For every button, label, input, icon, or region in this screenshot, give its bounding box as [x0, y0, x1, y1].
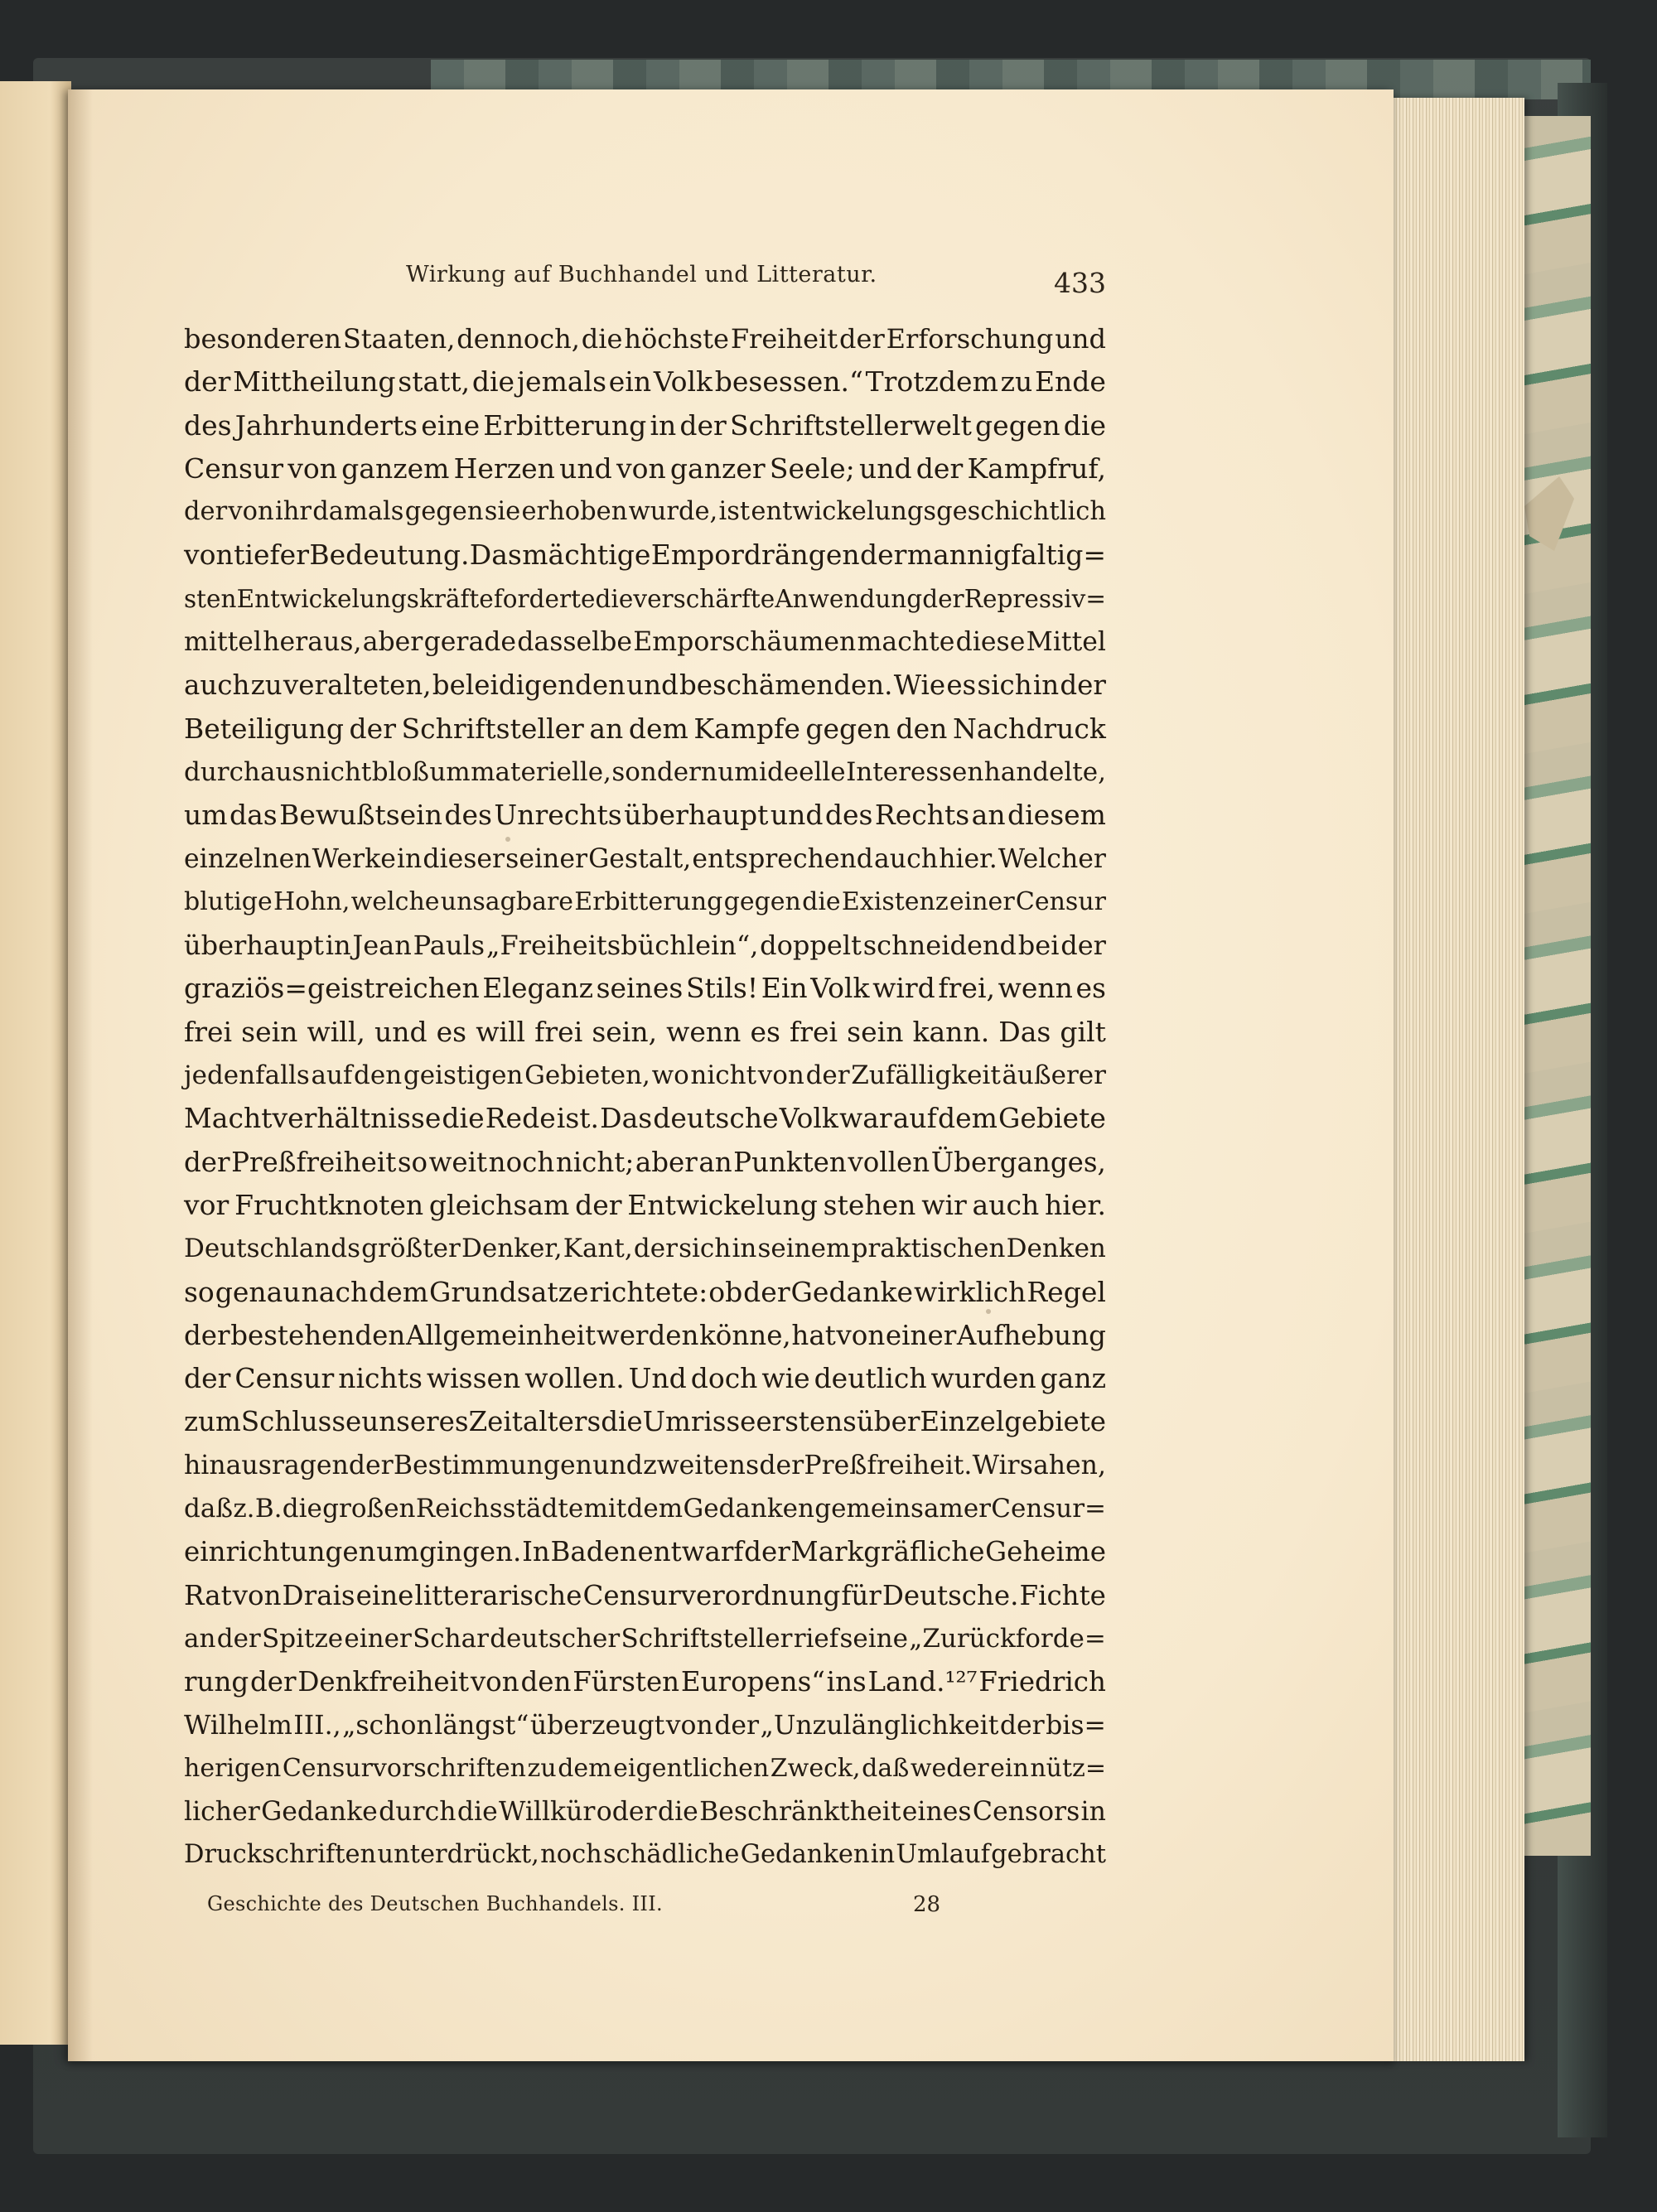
page-number: 433	[1054, 267, 1106, 299]
text-line: auch zu veralteten, beleidigenden und beschämenden. Wie es sich in der	[184, 669, 1106, 702]
text-line: Beteiligung der Schriftsteller an dem Kampfe gegen den Nachdruck	[184, 712, 1106, 745]
text-line: blutige Hohn, welche unsagbare Erbitterung gegen die Existenz einer Censur	[184, 886, 1106, 916]
text-line: der Censur nichts wissen wollen. Und doch wie deutlich wurden ganz	[184, 1362, 1106, 1395]
text-line: durchaus nicht bloß um materielle, sondern um ideelle Interessen handelte,	[184, 756, 1106, 787]
text-line: Deutschlands größter Denker, Kant, der sich in seinem praktischen Denken	[184, 1234, 1106, 1264]
text-line: rung der Denkfreiheit von den Fürsten Europens“ ins Land.¹²⁷ Friedrich	[184, 1666, 1106, 1698]
signature-number: 28	[913, 1892, 941, 1917]
text-line: sten Entwickelungskräfte forderte die verschärfte Anwendung der Repressiv=	[184, 584, 1106, 613]
text-line: der Preßfreiheit so weit noch nicht; aber an Punkten vollen Überganges,	[184, 1146, 1106, 1178]
body-text	[184, 317, 1106, 1877]
text-line: Druckschriften unterdrückt, noch schädliche Gedanken in Umlauf gebracht	[184, 1840, 1106, 1870]
text-line: licher Gedanke durch die Willkür oder die Beschränktheit eines Censors in	[184, 1797, 1106, 1828]
page-block-edges	[1384, 98, 1524, 2061]
text-line: der von ihr damals gegen sie erhoben wurde, ist entwickelungsgeschichtlich	[184, 497, 1106, 527]
text-line: jedenfalls auf den geistigen Gebieten, wo nicht von der Zufälligkeit äußerer	[184, 1060, 1106, 1091]
text-line: an der Spitze einer Schar deutscher Schriftsteller rief seine „Zurückforde=	[184, 1623, 1106, 1654]
text-line: Censur von ganzem Herzen und von ganzer Seele; und der Kampfruf,	[184, 452, 1106, 485]
text-line: besonderen Staaten, dennoch, die höchste Freiheit der Erforschung und	[184, 323, 1106, 355]
text-line: Rat von Drais eine litterarische Censurverordnung für Deutsche. Fichte	[184, 1579, 1106, 1611]
text-line: herigen Censurvorschriften zu dem eigentlichen Zweck, daß weder ein nütz=	[184, 1753, 1106, 1783]
text-line: frei sein will, und es will frei sein, wenn es frei sein kann. Das gilt	[184, 1015, 1106, 1048]
gutter-shadow	[68, 89, 93, 2061]
text-line: überhaupt in Jean Pauls „Freiheitsbüchlein“, doppelt schneidend bei der	[184, 930, 1106, 962]
text-line: der Mittheilung statt, die jemals ein Volk besessen.“ Trotzdem zu Ende	[184, 365, 1106, 398]
text-line: einzelnen Werke in dieser seiner Gestalt, entsprechend auch hier. Welcher	[184, 843, 1106, 874]
text-line: graziös=geistreichen Eleganz seines Stils! Ein Volk wird frei, wenn es	[184, 972, 1106, 1005]
text-line: zum Schlusse unseres Zeitalters die Umrisse erstens über Einzelgebiete	[184, 1406, 1106, 1438]
text-line: von tiefer Bedeutung. Das mächtige Empordrängen der mannigfaltig=	[184, 539, 1106, 572]
text-line: der bestehenden Allgemeinheit werden könne, hat von einer Aufhebung	[184, 1319, 1106, 1351]
text-line: hinausragender Bestimmungen und zweitens der Preßfreiheit. Wir sahen,	[184, 1450, 1106, 1480]
text-line: vor Fruchtknoten gleichsam der Entwickelung stehen wir auch hier.	[184, 1188, 1106, 1221]
text-line: so genau nach dem Grundsatze richtete: ob der Gedanke wirklich Regel	[184, 1275, 1106, 1308]
text-line: Machtverhältnisse die Rede ist. Das deutsche Volk war auf dem Gebiete	[184, 1102, 1106, 1135]
text-line: Wilhelm III., „schon längst“ überzeugt von der „Unzulänglichkeit der bis=	[184, 1710, 1106, 1741]
text-line: einrichtungen umgingen. In Baden entwarf der Markgräfliche Geheime	[184, 1536, 1106, 1568]
text-line: mittel heraus, aber gerade dasselbe Emporschäumen machte diese Mittel	[184, 627, 1106, 658]
text-line: um das Bewußtsein des Unrechts überhaupt und des Rechts an diesem	[184, 799, 1106, 832]
left-facing-page	[0, 81, 71, 2045]
text-line: des Jahrhunderts eine Erbitterung in der Schriftstellerwelt gegen die	[184, 408, 1106, 442]
text-line: daß z. B. die großen Reichsstädte mit dem Gedanken gemeinsamer Censur=	[184, 1494, 1106, 1524]
signature-title: Geschichte des Deutschen Buchhandels. III.	[207, 1892, 663, 1915]
marbled-endpaper	[1516, 116, 1591, 1856]
running-head: Wirkung auf Buchhandel und Litteratur.	[406, 262, 877, 287]
page-footer	[184, 1892, 1106, 1925]
